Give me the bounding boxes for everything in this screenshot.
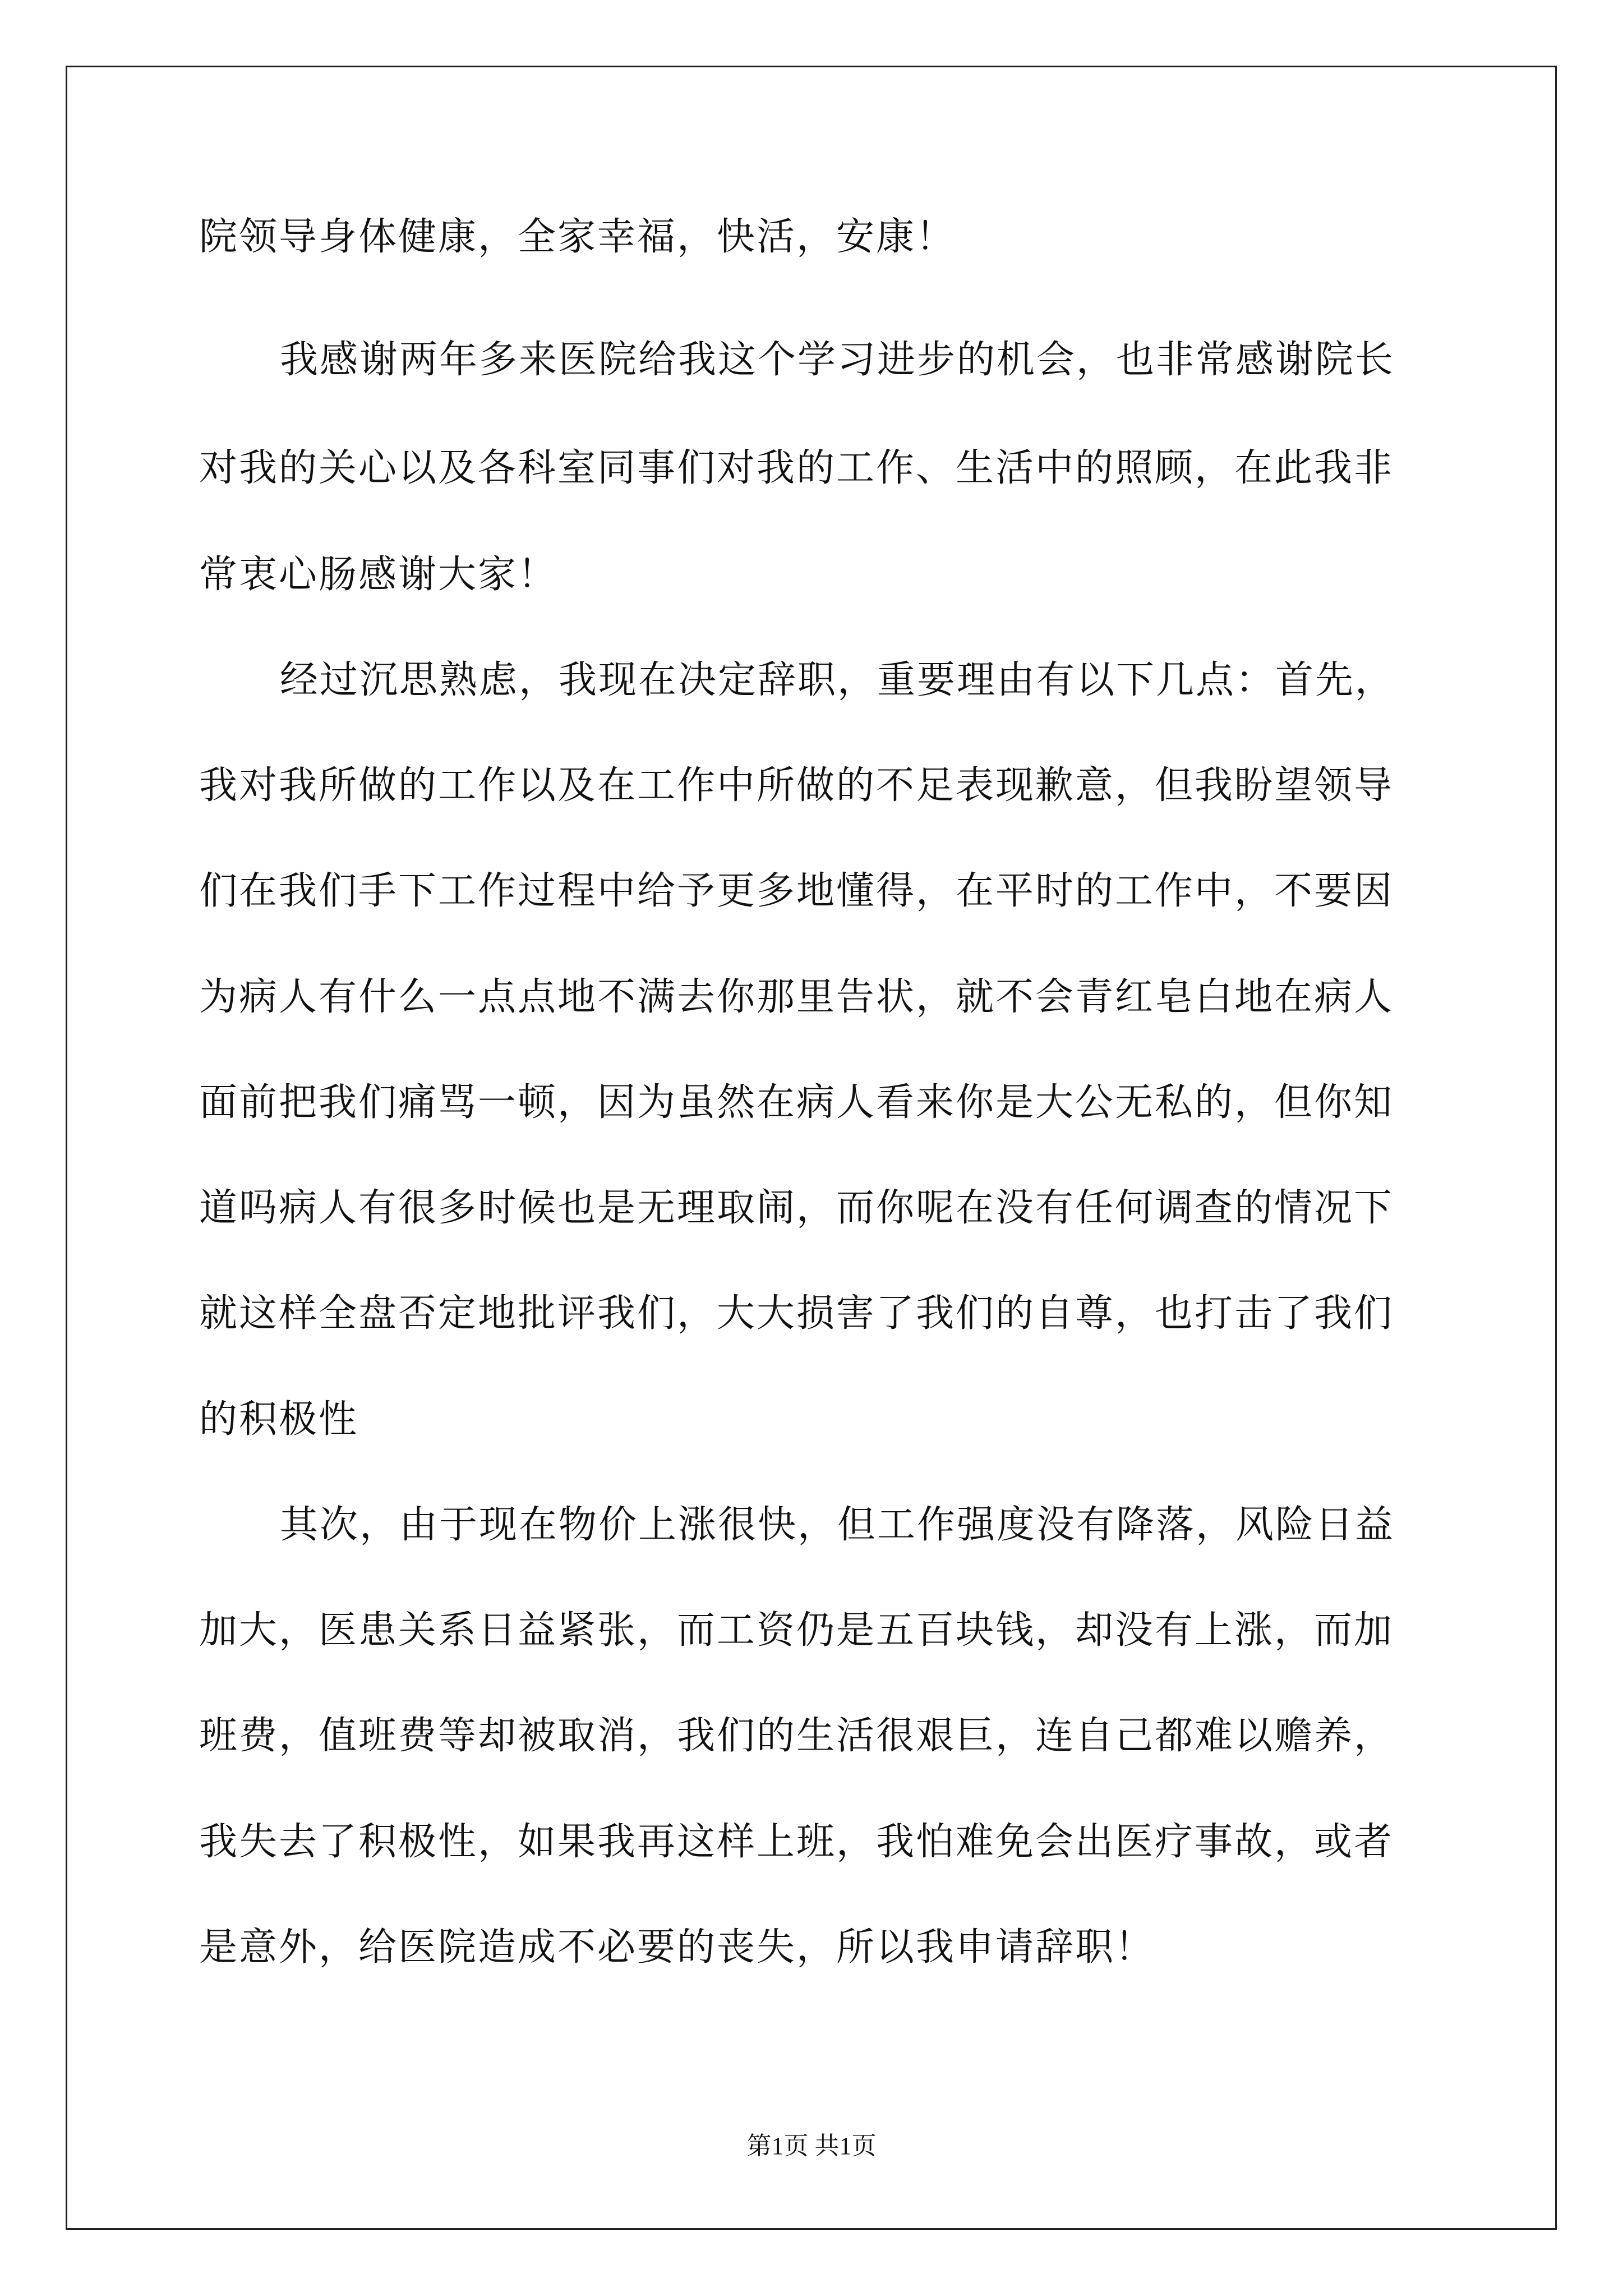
text-line: 班费，值班费等却被取消，我们的生活很艰巨，连自己都难以赡养， (199, 1714, 1394, 1758)
text-line: 对我的关心以及各科室同事们对我的工作、生活中的照顾，在此我非 (199, 446, 1394, 490)
text-line: 我对我所做的工作以及在工作中所做的不足表现歉意，但我盼望领导 (199, 763, 1394, 808)
text-line: 们在我们手下工作过程中给予更多地懂得，在平时的工作中，不要因 (199, 869, 1394, 913)
text-line: 我失去了积极性，如果我再这样上班，我怕难免会出医疗事故，或者 (199, 1820, 1394, 1864)
text-line: 道吗病人有很多时候也是无理取闹，而你呢在没有任何调查的情况下 (199, 1186, 1394, 1230)
text-line: 院领导身体健康，全家幸福，快活，安康！ (199, 215, 956, 259)
text-line: 是意外，给医院造成不必要的丧失，所以我申请辞职！ (199, 1925, 1155, 1970)
text-line: 常衷心肠感谢大家！ (199, 553, 558, 597)
text-line: 的积极性 (199, 1397, 359, 1442)
text-line: 我感谢两年多来医院给我这个学习进步的机会，也非常感谢院长 (280, 338, 1395, 382)
text-line: 经过沉思熟虑，我现在决定辞职，重要理由有以下几点：首先， (280, 658, 1395, 702)
text-line: 加大，医患关系日益紧张，而工资仍是五百块钱，却没有上涨，而加 (199, 1608, 1394, 1653)
page-border (66, 66, 1557, 2230)
text-line: 面前把我们痛骂一顿，因为虽然在病人看来你是大公无私的，但你知 (199, 1080, 1394, 1125)
page-footer: 第1页 共1页 (746, 2132, 877, 2160)
text-line: 其次，由于现在物价上涨很快，但工作强度没有降落，风险日益 (280, 1503, 1395, 1547)
text-line: 就这样全盘否定地批评我们，大大损害了我们的自尊，也打击了我们 (199, 1291, 1394, 1336)
text-line: 为病人有什么一点点地不满去你那里告状，就不会青红皂白地在病人 (199, 975, 1394, 1019)
